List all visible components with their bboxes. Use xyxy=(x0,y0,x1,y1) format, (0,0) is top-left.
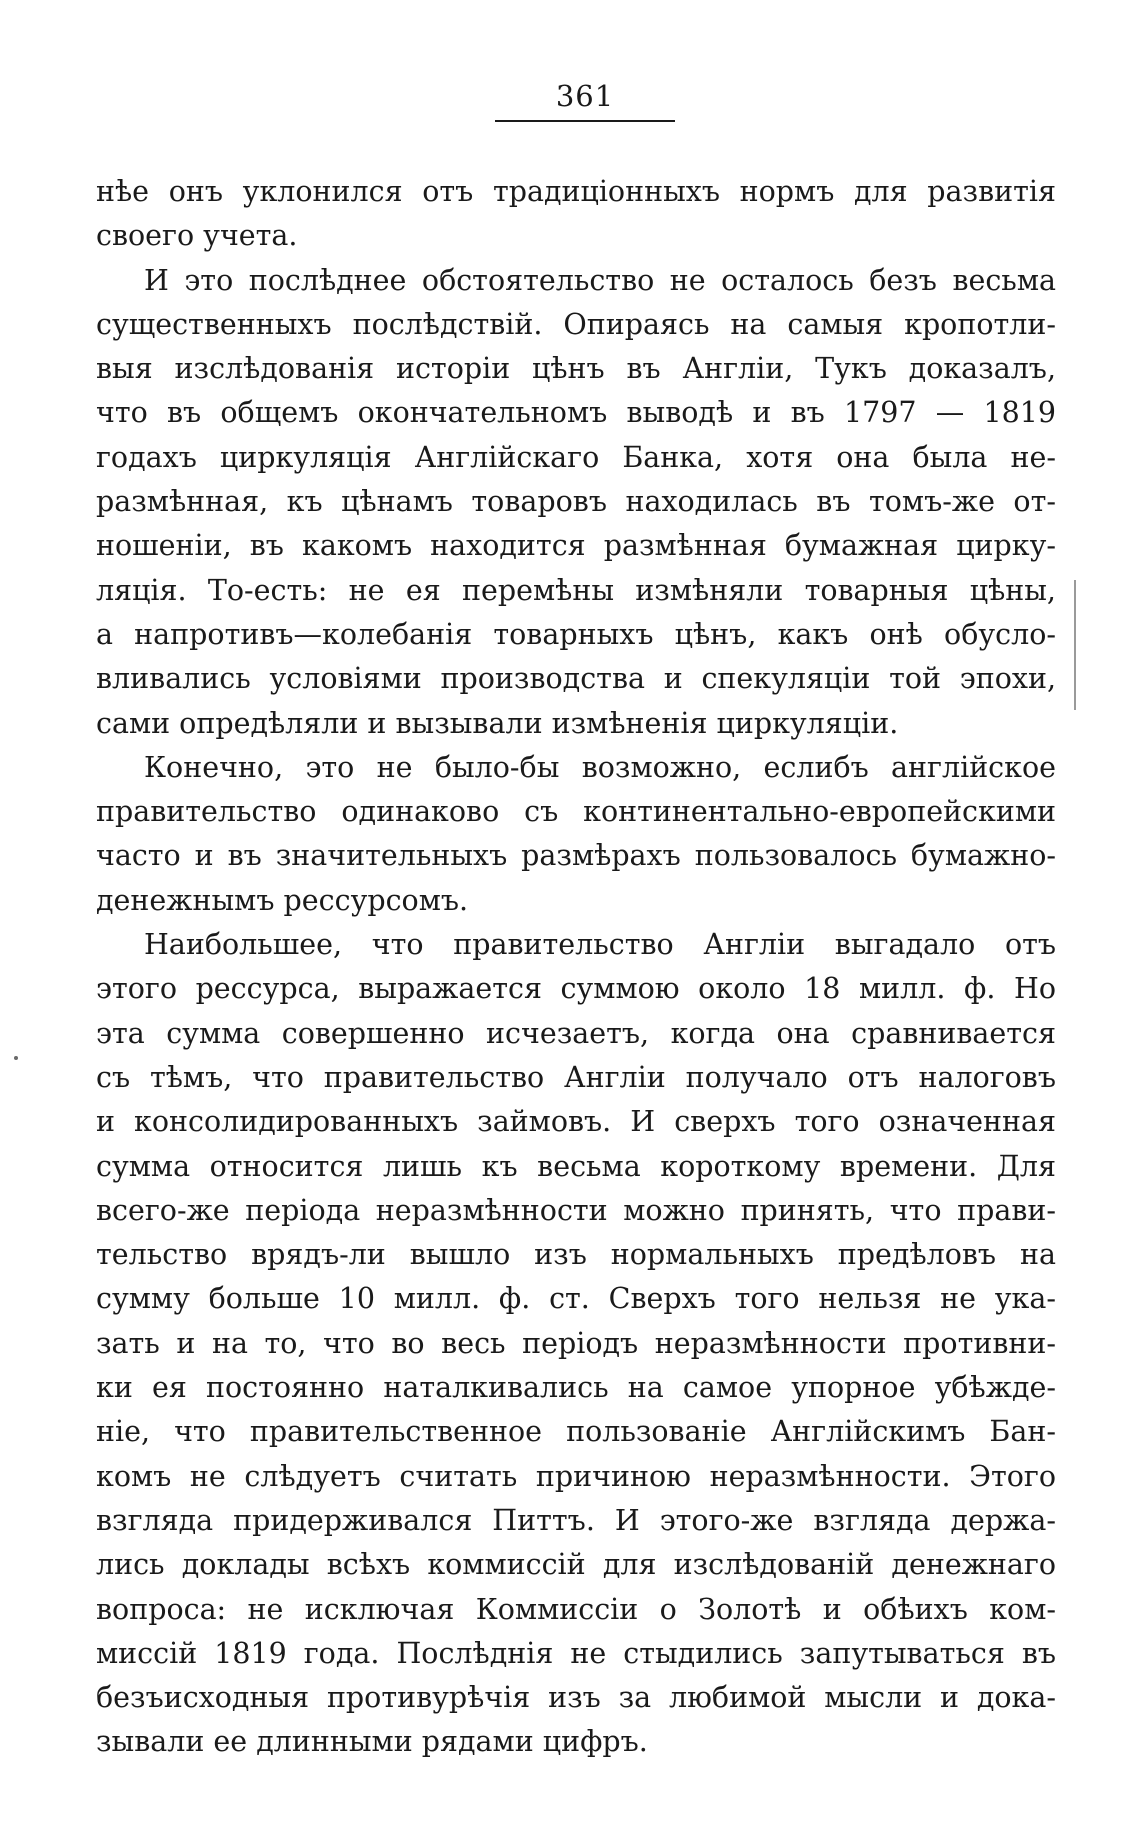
text-line: выя изслѣдованія исторіи цѣнъ въ Англіи, Тукъ доказалъ, xyxy=(96,352,1056,386)
text-line: зать и на то, что во весь періодъ неразмѣнности противни- xyxy=(96,1326,1056,1360)
text-line: ношеніи, въ какомъ находится размѣнная бумажная цирку- xyxy=(96,529,1056,563)
text-line: сумма относится лишь къ весьма короткому времени. Для xyxy=(96,1149,1056,1183)
text-line: безъисходныя противурѣчія изъ за любимой мысли и дока- xyxy=(96,1681,1056,1715)
text-line: всего-же періода неразмѣнности можно принять, что прави- xyxy=(96,1193,1056,1227)
page-number: 361 xyxy=(555,79,615,113)
text-line: а напротивъ—колебанія товарныхъ цѣнъ, какъ онѣ обусло- xyxy=(96,617,1056,651)
text-line: эта сумма совершенно исчезаетъ, когда она сравнивается xyxy=(96,1016,1056,1050)
text-line: миссій 1819 года. Послѣднія не стыдились запутываться въ xyxy=(96,1636,1056,1670)
margin-dot xyxy=(14,1056,18,1060)
text-line: И это послѣднее обстоятельство не осталось безъ весьма xyxy=(144,263,1056,297)
text-line: своего учета. xyxy=(96,219,298,253)
text-line: сумму больше 10 милл. ф. ст. Сверхъ того нельзя не ука- xyxy=(96,1282,1056,1316)
text-line: существенныхъ послѣдствій. Опираясь на самыя кропотли- xyxy=(96,307,1056,341)
text-line: и консолидированныхъ займовъ. И сверхъ того означенная xyxy=(96,1105,1056,1139)
text-line: ляція. То-есть: не ея перемѣны измѣняли товарныя цѣны, xyxy=(96,573,1056,607)
text-line: комъ не слѣдуетъ считать причиною неразмѣнности. Этого xyxy=(96,1459,1056,1493)
text-line: вопроса: не исключая Коммиссіи о Золотѣ и обѣихъ ком- xyxy=(96,1592,1056,1626)
text-line: годахъ циркуляція Англійскаго Банка, хотя она была не- xyxy=(96,440,1056,474)
text-line: Наибольшее, что правительство Англіи выгадало отъ xyxy=(144,928,1056,962)
text-line: денежнымъ рессурсомъ. xyxy=(96,883,469,917)
body-text xyxy=(96,170,1056,1765)
text-line: нѣе онъ уклонился отъ традиціонныхъ нормъ для развитія xyxy=(96,175,1056,208)
text-line: зывали ее длинными рядами цифръ. xyxy=(96,1725,648,1759)
text-line: ки ея постоянно наталкивались на самое упорное убѣжде- xyxy=(96,1371,1056,1405)
text-line: ніе, что правительственное пользованіе Англійскимъ Бан- xyxy=(96,1415,1056,1449)
text-line: этого рессурса, выражается суммою около 18 милл. ф. Но xyxy=(96,972,1056,1006)
text-line: правительство одинаково съ континентально-европейскими xyxy=(96,795,1056,829)
margin-mark xyxy=(1074,580,1076,710)
text-line: размѣнная, къ цѣнамъ товаровъ находилась въ томъ-же от- xyxy=(96,485,1056,519)
page-number-rule xyxy=(495,120,675,122)
text-line: часто и въ значительныхъ размѣрахъ пользовалось бумажно- xyxy=(96,839,1056,873)
text-line: лись доклады всѣхъ коммиссій для изслѣдованій денежнаго xyxy=(96,1548,1056,1582)
text-line: что въ общемъ окончательномъ выводѣ и въ 1797 — 1819 xyxy=(96,396,1056,430)
text-line: взгляда придерживался Питтъ. И этого-же взгляда держа- xyxy=(96,1503,1056,1537)
text-line: тельство врядъ-ли вышло изъ нормальныхъ предѣловъ на xyxy=(96,1238,1056,1272)
text-line: сами опредѣляли и вызывали измѣненія циркуляціи. xyxy=(96,706,899,740)
text-line: Конечно, это не было-бы возможно, еслибъ англійское xyxy=(144,750,1056,784)
text-line: съ тѣмъ, что правительство Англіи получало отъ налоговъ xyxy=(96,1060,1056,1094)
text-line: вливались условіями производства и спекуляціи той эпохи, xyxy=(96,662,1056,696)
